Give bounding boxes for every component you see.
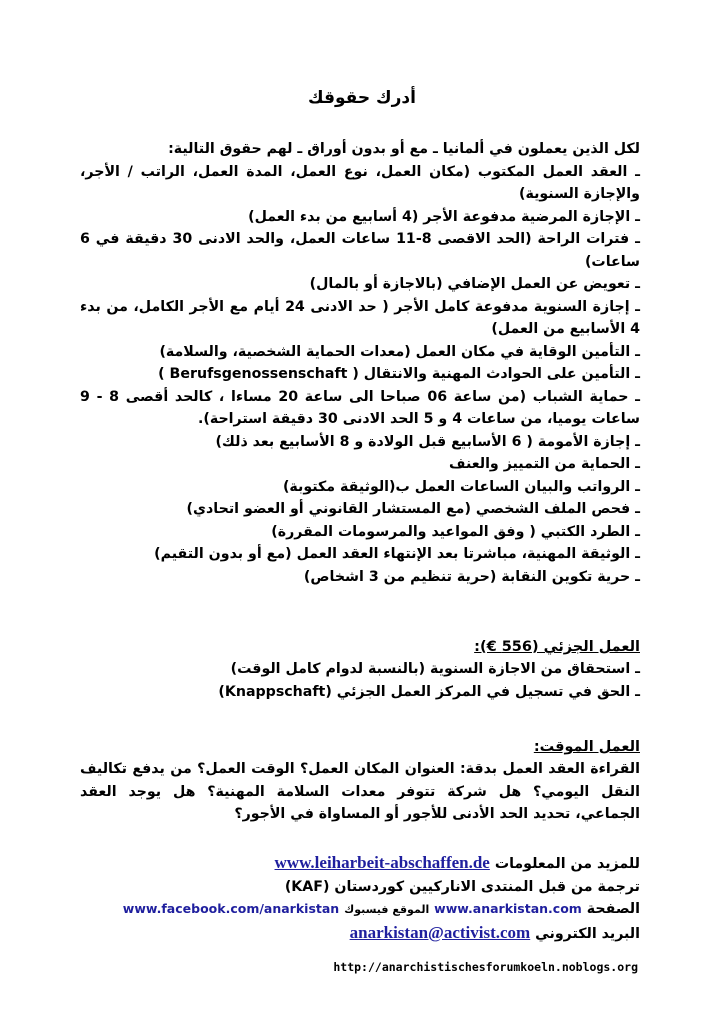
- parttime-item: ـ الحق في تسجيل في المركز العمل الجزئي (Knappschaft): [218, 683, 640, 700]
- more-info-label: للمزيد من المعلومات: [494, 856, 640, 872]
- parttime-item: ـ استحقاق من الاجازة السنوية (بالنسبة لدوام كامل الوقت): [230, 661, 640, 677]
- parttime-section: [80, 636, 640, 703]
- right-item: ـ العقد العمل المكتوب (مكان العمل، نوع العمل، المدة العمل، الراتب / الأجر، والإجازة السنوية): [80, 163, 640, 202]
- social-line: [0, 898, 640, 922]
- facebook-label: الموقع فيسبوك: [344, 903, 430, 916]
- temp-heading: العمل الموقت:: [533, 739, 640, 755]
- right-item: ـ الوثيقة المهنية، مباشرتا بعد الإنتهاء العقد العمل (مع أو بدون التقيم): [154, 546, 640, 562]
- temp-section: [80, 736, 640, 826]
- page-link[interactable]: www.anarkistan.com: [434, 901, 582, 916]
- right-item: ـ الإجازة المرضية مدفوعة الأجر (4 أسابيع من بدء العمل): [248, 208, 640, 225]
- email-link[interactable]: anarkistan@activist.com: [349, 922, 531, 942]
- intro-line: لكل الذين يعملون في ألمانيا ـ مع أو بدون أوراق ـ لهم حقوق التالية:: [168, 141, 640, 157]
- right-item: ـ حرية تكوين النقابة (حرية تنظيم من 3 اشخاص): [303, 568, 640, 585]
- right-item: ـ الطرد الكتبي ( وفق المواعيد والمرسومات المقررة): [271, 523, 640, 540]
- right-item: ـ الحماية من التمييز والعنف: [449, 456, 640, 472]
- facebook-link[interactable]: www.facebook.com/anarkistan: [122, 901, 340, 916]
- footer-section: [80, 852, 640, 945]
- right-item: ـ الرواتب والبيان الساعات العمل ب(الوثيقة مكتوبة): [282, 478, 640, 495]
- rights-section: [80, 138, 640, 588]
- temp-text: القراءة العقد العمل بدقة: العنوان المكان العمل؟ الوقت العمل؟ من يدفع تكاليف النقل اليومي؟ هل شركة تتوفر معدات السلامة المهنية؟ هل يوجد العقد الجماعي، تحديد الحد الأدنى للأجور أو المساواة في الأجور؟: [80, 761, 640, 822]
- right-item: ـ تعويض عن العمل الإضافي (بالاجازة أو بالمال): [309, 276, 640, 292]
- parttime-heading: العمل الجزئي (556 €):: [474, 639, 640, 655]
- more-info-line: [80, 852, 640, 876]
- right-item: ـ فحص الملف الشخصي (مع المستشار القانوني أو العضو اتحادي): [186, 501, 640, 517]
- right-item: ـ إجازة السنوية مدفوعة كامل الأجر ( حد الادنى 24 أيام مع الأجر الكامل، من بدء 4 الأسابيع من العمل): [80, 298, 640, 337]
- right-item: ـ حماية الشباب (من ساعة 06 صباحا الى ساعة 20 مساءا ، كالحد أقصى 8 - 9 ساعات يوميا، من ساعات 4 و 5 الحد الادنى 30 دقيقة استراحة).: [80, 388, 640, 427]
- right-item: ـ التأمين الوقاية في مكان العمل (معدات الحماية الشخصية، والسلامة): [159, 343, 640, 360]
- translation-line: ترجمة من قبل المنتدى الاناركيين كوردستان (KAF): [284, 878, 640, 895]
- email-line: [80, 922, 640, 946]
- right-item: ـ فترات الراحة (الحد الاقصى 8-11 ساعات العمل، والحد الادنى 30 دقيقة في 6 ساعات): [80, 231, 640, 270]
- page-title: أدرك حقوقك: [308, 88, 416, 108]
- right-item: ـ إجازة الأمومة ( 6 الأسابيع قبل الولادة و 8 الأسابيع بعد ذلك): [215, 433, 640, 450]
- page-label: الصفحة: [586, 901, 640, 917]
- more-info-link[interactable]: www.leiharbeit-abschaffen.de: [274, 853, 490, 872]
- right-item: ـ التأمين على الحوادث المهنية والانتقال ( Berufsgenossenschaft ): [158, 366, 640, 382]
- email-label: البريد الكتروني: [535, 925, 640, 942]
- bottom-url[interactable]: http://anarchistischesforumkoeln.noblogs.org: [333, 960, 638, 974]
